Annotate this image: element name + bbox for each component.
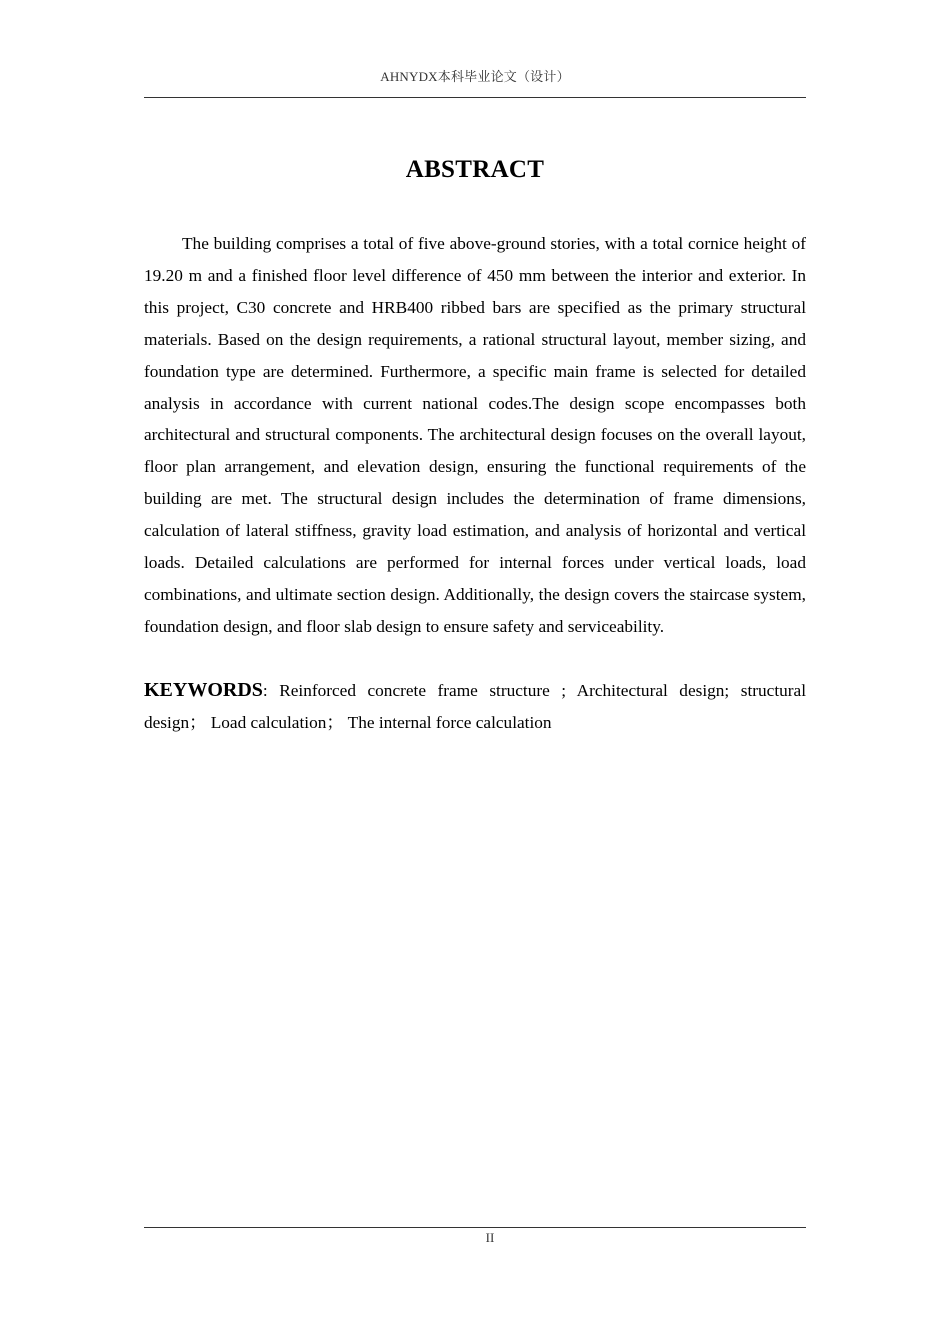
abstract-body: The building comprises a total of five above-ground stories, with a total cornice height of 19.20 m and a finished floor level difference of 450 mm between the interior and exterior. In this project, C30 concrete and HRB400 ribbed bars are specified as the primary structural materials. Based on the design requirements, a rational structural layout, member sizing, and foundation type are determined. Furthermore, a specific main frame is selected for detailed analysis in accordance with current national codes.The design scope encompasses both architectural and structural components. The architectural design focuses on the overall layout, floor plan arrangement, and elevation design, ensuring the functional requirements of the building are met. The structural design includes the determination of frame dimensions, calculation of lateral stiffness, gravity load estimation, and analysis of horizontal and vertical loads. Detailed calculations are performed for internal forces under vertical loads, load combinations, and ultimate section design. Additionally, the design covers the staircase system, foundation design, and floor slab design to ensure safety and serviceability. [144, 234, 806, 636]
footer-rule [144, 1227, 806, 1228]
keywords-line [144, 675, 806, 739]
keywords-text: : Reinforced concrete frame structure ; Architectural design; structural design； Load calculation； The internal force calculation [144, 681, 806, 732]
keywords-label: KEYWORDS [144, 679, 263, 701]
abstract-title: ABSTRACT [405, 156, 545, 183]
header-rule [144, 97, 806, 98]
running-header: AHNYDX本科毕业论文（设计） [380, 69, 570, 84]
page-number: II [485, 1230, 495, 1245]
